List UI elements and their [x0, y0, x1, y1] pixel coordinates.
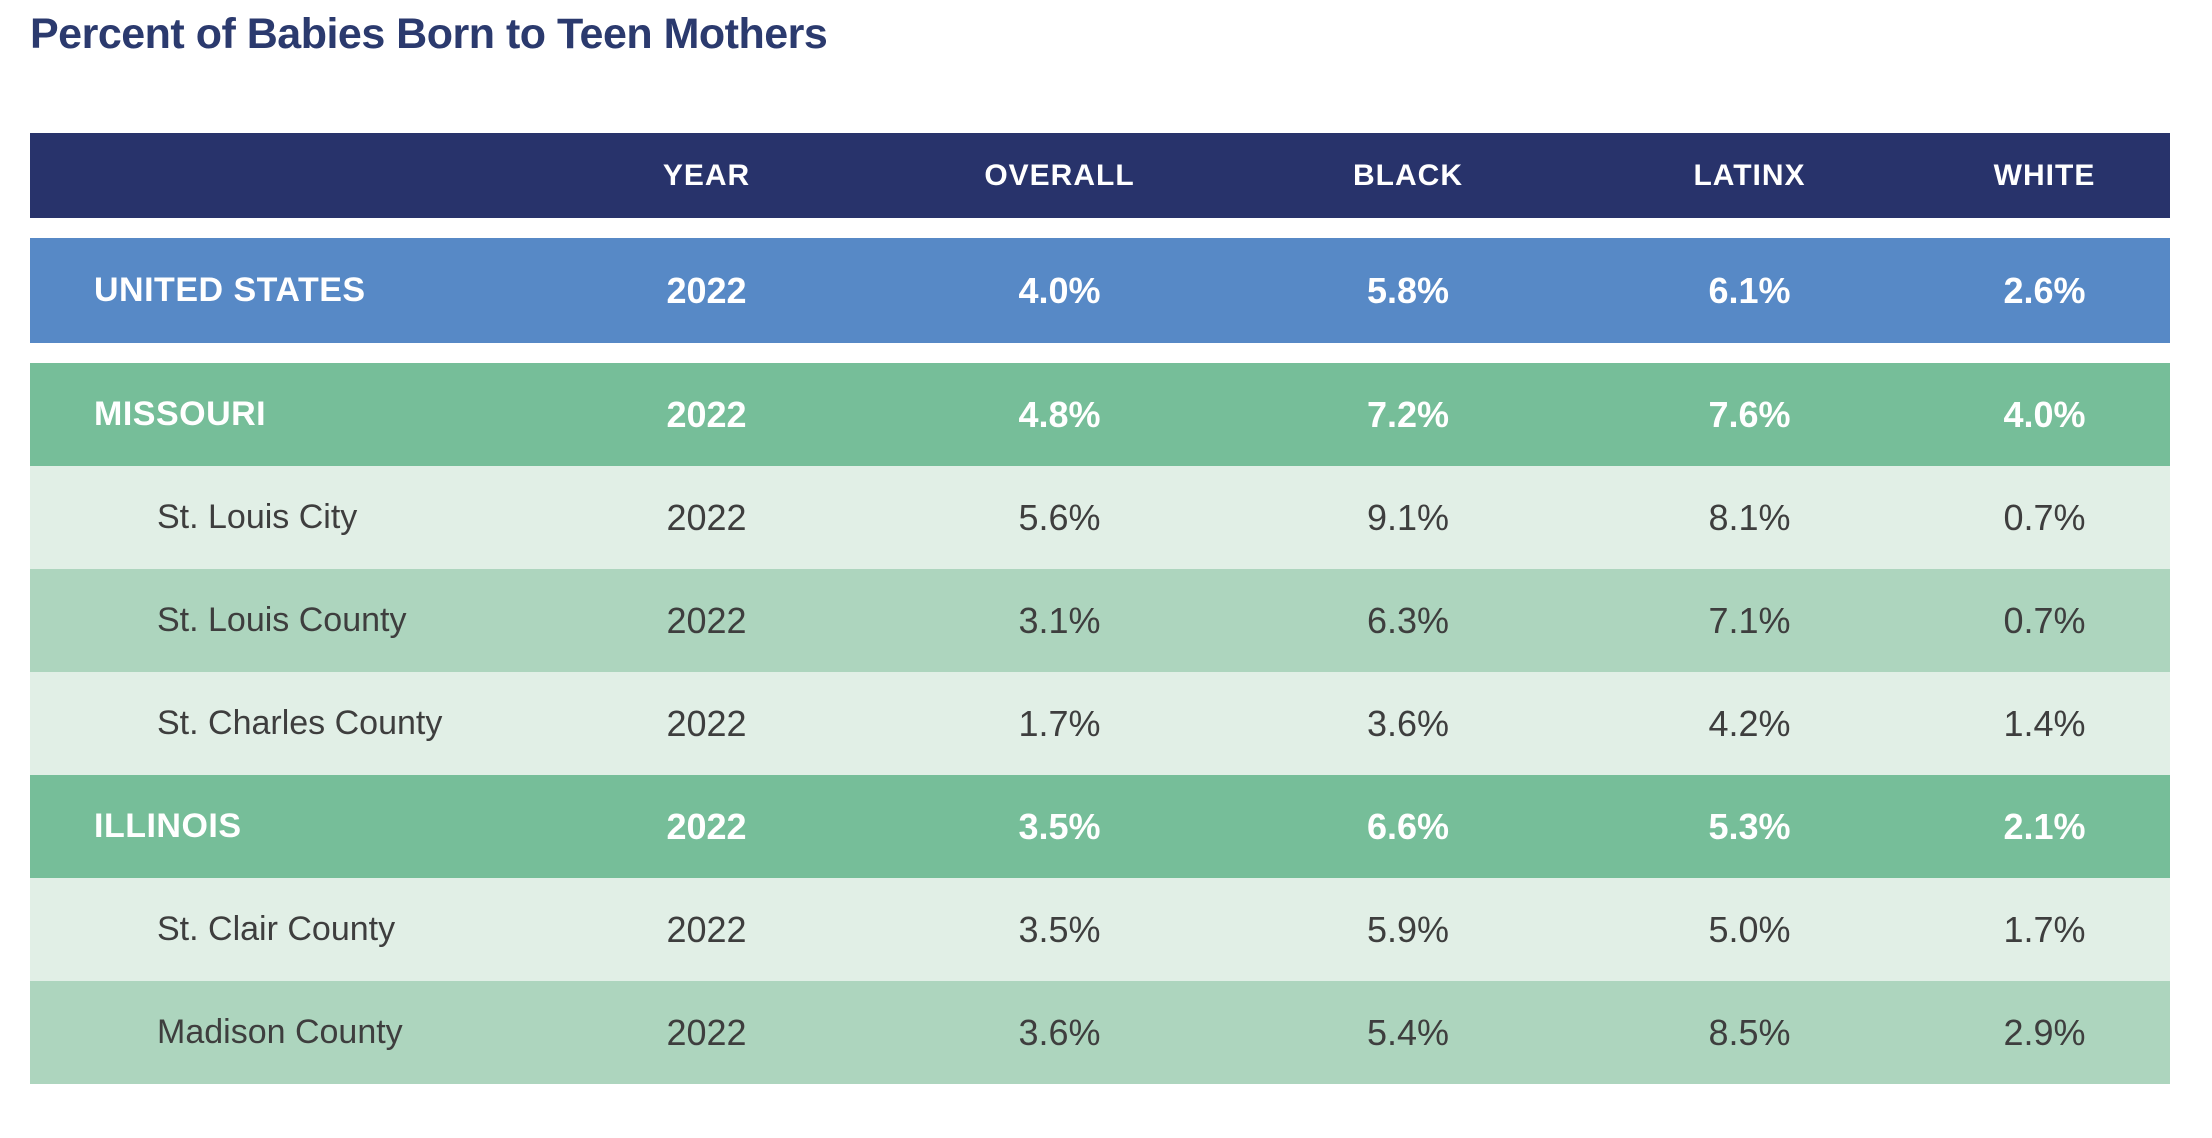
cell-label: St. Clair County	[157, 910, 396, 948]
header-cell-latinx: LATINX	[1693, 158, 1806, 192]
cell-year: 2022	[666, 496, 747, 538]
cell-label: MISSOURI	[94, 395, 267, 433]
cell-year: 2022	[666, 702, 747, 744]
cell-black: 9.1%	[1366, 496, 1450, 538]
cell-overall: 1.7%	[1018, 702, 1101, 744]
cell-overall: 3.5%	[1018, 805, 1101, 847]
header-cell-black: BLACK	[1353, 158, 1463, 192]
cell-black: 5.4%	[1366, 1011, 1450, 1053]
table-row-madison-county	[30, 981, 2170, 1084]
cell-black: 6.3%	[1366, 599, 1450, 641]
spacer-row	[30, 343, 2170, 363]
header-cell-overall: OVERALL	[984, 158, 1135, 192]
cell-label: St. Louis County	[157, 601, 407, 639]
cell-year: 2022	[666, 1011, 747, 1053]
header-row	[30, 133, 2170, 218]
cell-overall: 3.6%	[1018, 1011, 1101, 1053]
table-container	[30, 133, 2170, 1084]
cell-black: 5.8%	[1366, 269, 1450, 311]
cell-black: 5.9%	[1366, 908, 1450, 950]
cell-black: 3.6%	[1366, 702, 1450, 744]
page-title: Percent of Babies Born to Teen Mothers	[30, 10, 828, 58]
header-cell-white: WHITE	[1993, 158, 2096, 192]
cell-white: 4.0%	[2003, 393, 2086, 435]
cell-latinx: 8.5%	[1708, 1011, 1791, 1053]
cell-latinx: 7.6%	[1708, 393, 1791, 435]
table-row-st-louis-city	[30, 466, 2170, 569]
spacer-row	[30, 218, 2170, 238]
header-cell-region	[30, 133, 530, 218]
table-row-st-clair-county	[30, 878, 2170, 981]
cell-label: ILLINOIS	[94, 807, 242, 845]
cell-year: 2022	[666, 599, 747, 641]
cell-latinx: 5.0%	[1708, 908, 1791, 950]
cell-year: 2022	[666, 269, 747, 311]
cell-white: 2.9%	[2003, 1011, 2086, 1053]
cell-white: 0.7%	[2003, 599, 2086, 641]
cell-white: 1.7%	[2003, 908, 2086, 950]
cell-overall: 3.5%	[1018, 908, 1101, 950]
table-row-united-states	[30, 238, 2170, 343]
table-row-st-louis-county	[30, 569, 2170, 672]
cell-label: St. Louis City	[157, 498, 358, 536]
cell-white: 2.1%	[2003, 805, 2086, 847]
cell-overall: 5.6%	[1018, 496, 1101, 538]
teen-mothers-table	[30, 133, 2170, 1084]
cell-overall: 3.1%	[1018, 599, 1101, 641]
cell-white: 2.6%	[2003, 269, 2086, 311]
cell-black: 7.2%	[1366, 393, 1450, 435]
header-cell-year: YEAR	[662, 158, 751, 192]
cell-year: 2022	[666, 908, 747, 950]
cell-overall: 4.8%	[1018, 393, 1101, 435]
cell-year: 2022	[666, 805, 747, 847]
table-row-st-charles-county	[30, 672, 2170, 775]
table-row-illinois	[30, 775, 2170, 878]
cell-white: 0.7%	[2003, 496, 2086, 538]
cell-label: St. Charles County	[157, 704, 443, 742]
cell-year: 2022	[666, 393, 747, 435]
cell-latinx: 5.3%	[1708, 805, 1791, 847]
cell-black: 6.6%	[1366, 805, 1450, 847]
cell-latinx: 4.2%	[1708, 702, 1791, 744]
table-row-missouri	[30, 363, 2170, 466]
cell-label: Madison County	[157, 1013, 403, 1051]
cell-latinx: 6.1%	[1708, 269, 1791, 311]
cell-white: 1.4%	[2003, 702, 2086, 744]
cell-latinx: 7.1%	[1708, 599, 1791, 641]
cell-overall: 4.0%	[1018, 269, 1101, 311]
cell-latinx: 8.1%	[1708, 496, 1791, 538]
cell-label: UNITED STATES	[94, 271, 366, 309]
